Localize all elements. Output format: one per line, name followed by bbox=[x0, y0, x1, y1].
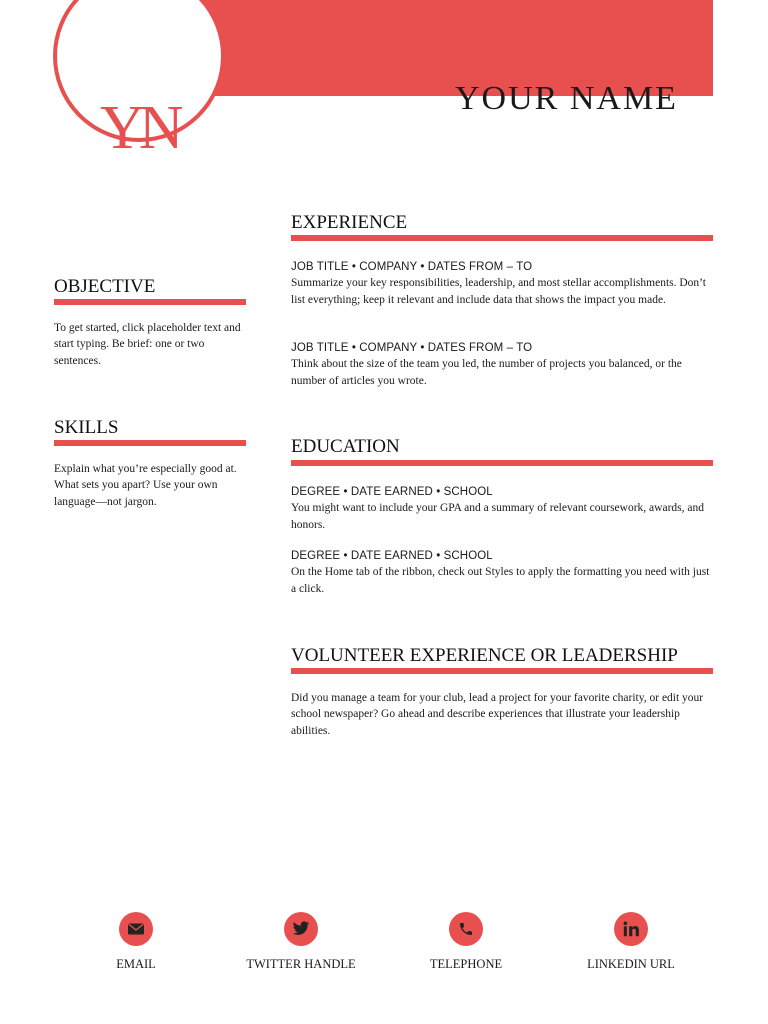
experience-entry-text: Summarize your key responsibilities, leadership, and most stellar accomplishments. Don’t list everything; keep it relevant and include data that shows the impact you made. bbox=[291, 277, 706, 306]
education-entry[interactable] bbox=[291, 548, 713, 597]
contact-twitter[interactable] bbox=[231, 912, 371, 972]
contact-linkedin[interactable] bbox=[561, 912, 701, 972]
education-entry[interactable] bbox=[291, 484, 713, 533]
experience-divider bbox=[291, 235, 713, 241]
twitter-icon bbox=[284, 912, 318, 946]
name-clip bbox=[455, 80, 695, 117]
objective-title[interactable]: OBJECTIVE bbox=[54, 276, 156, 297]
volunteer-text[interactable]: Did you manage a team for your club, lead a project for your favorite charity, or edit your school newspaper? Go ahead and describe experiences that illustrate your leadership abilities. bbox=[291, 692, 704, 737]
phone-icon bbox=[449, 912, 483, 946]
objective-divider bbox=[54, 299, 246, 305]
experience-entry-text: Think about the size of the team you led, the number of projects you balanced, or the number of articles you wrote. bbox=[291, 358, 682, 387]
skills-divider bbox=[54, 440, 246, 446]
education-entry-heading: DEGREE • DATE EARNED • SCHOOL bbox=[291, 550, 493, 562]
education-divider bbox=[291, 460, 713, 466]
education-entry-heading: DEGREE • DATE EARNED • SCHOOL bbox=[291, 486, 493, 498]
contact-email[interactable] bbox=[66, 912, 206, 972]
contact-telephone[interactable] bbox=[396, 912, 536, 972]
education-title[interactable]: EDUCATION bbox=[291, 436, 400, 457]
monogram: YN bbox=[100, 94, 178, 162]
contact-label: LINKEDIN URL bbox=[587, 957, 675, 971]
experience-entry-heading: JOB TITLE • COMPANY • DATES FROM – TO bbox=[291, 261, 533, 273]
education-entry-text: You might want to include your GPA and a summary of relevant coursework, awards, and honors. bbox=[291, 502, 704, 531]
volunteer-divider bbox=[291, 668, 713, 674]
volunteer-title[interactable]: VOLUNTEER EXPERIENCE OR LEADERSHIP bbox=[291, 645, 678, 666]
skills-text[interactable]: Explain what you’re especially good at. What sets you apart? Use your own language—not jargon. bbox=[54, 463, 237, 508]
contact-label: TELEPHONE bbox=[429, 957, 503, 971]
contact-label: TWITTER HANDLE bbox=[246, 957, 356, 971]
experience-entry[interactable] bbox=[291, 340, 713, 389]
skills-title[interactable]: SKILLS bbox=[54, 417, 119, 438]
your-name[interactable]: YOUR NAME bbox=[455, 80, 678, 117]
experience-title[interactable]: EXPERIENCE bbox=[291, 212, 408, 233]
experience-entry-heading: JOB TITLE • COMPANY • DATES FROM – TO bbox=[291, 342, 533, 354]
objective-text[interactable]: To get started, click placeholder text and start typing. Be brief: one or two sentences. bbox=[54, 322, 241, 367]
linkedin-icon bbox=[614, 912, 648, 946]
experience-entry[interactable] bbox=[291, 259, 713, 308]
email-icon bbox=[119, 912, 153, 946]
education-entry-text: On the Home tab of the ribbon, check out Styles to apply the formatting you need with just a click. bbox=[291, 566, 710, 595]
contact-label: EMAIL bbox=[116, 957, 156, 971]
